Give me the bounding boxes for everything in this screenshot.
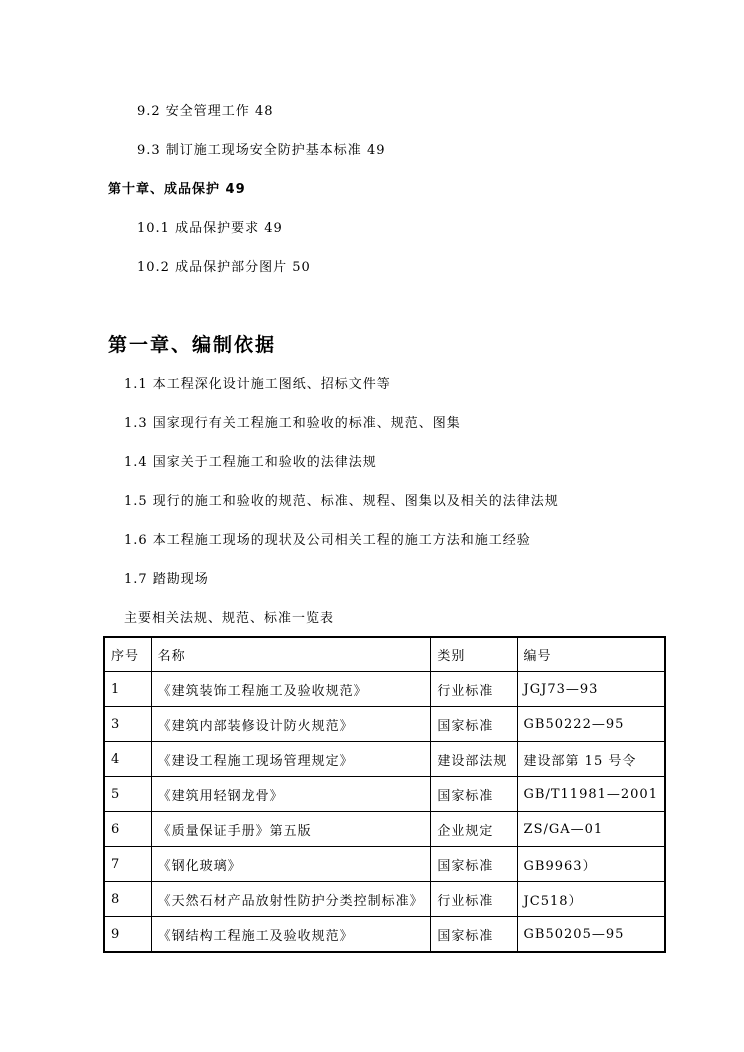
cell-name: 《质量保证手册》第五版 bbox=[151, 812, 431, 847]
regulations-table bbox=[103, 636, 666, 953]
cell-no: 4 bbox=[104, 742, 151, 777]
cell-code: ZS/GA—01 bbox=[517, 812, 665, 847]
cell-type: 国家标准 bbox=[431, 777, 517, 812]
header-name: 名称 bbox=[151, 637, 431, 672]
table-caption: 主要相关法规、规范、标准一览表 bbox=[124, 611, 335, 626]
cell-no: 9 bbox=[104, 917, 151, 953]
toc-chapter-10: 第十章、成品保护 49 bbox=[108, 182, 246, 197]
toc-item-9-2: 9.2 安全管理工作 48 bbox=[137, 104, 274, 119]
basis-item-1-3: 1.3 国家现行有关工程施工和验收的标准、规范、图集 bbox=[124, 416, 461, 431]
header-no: 序号 bbox=[104, 637, 151, 672]
cell-no: 5 bbox=[104, 777, 151, 812]
cell-name: 《钢结构工程施工及验收规范》 bbox=[151, 917, 431, 953]
basis-item-1-7: 1.7 踏勘现场 bbox=[124, 572, 209, 587]
toc-item-9-3: 9.3 制订施工现场安全防护基本标准 49 bbox=[137, 143, 386, 158]
cell-name: 《建设工程施工现场管理规定》 bbox=[151, 742, 431, 777]
toc-item-10-1: 10.1 成品保护要求 49 bbox=[137, 221, 283, 236]
cell-code: GB9963） bbox=[517, 847, 665, 882]
table-row bbox=[104, 847, 665, 882]
cell-code: 建设部第 15 号令 bbox=[517, 742, 665, 777]
header-code: 编号 bbox=[517, 637, 665, 672]
cell-no: 8 bbox=[104, 882, 151, 917]
table-row bbox=[104, 917, 665, 953]
cell-code: GB50205—95 bbox=[517, 917, 665, 953]
basis-item-1-6: 1.6 本工程施工现场的现状及公司相关工程的施工方法和施工经验 bbox=[124, 533, 531, 548]
cell-name: 《天然石材产品放射性防护分类控制标准》 bbox=[151, 882, 431, 917]
toc-item-10-2: 10.2 成品保护部分图片 50 bbox=[137, 260, 311, 275]
cell-code: JC518） bbox=[517, 882, 665, 917]
cell-type: 国家标准 bbox=[431, 847, 517, 882]
cell-name: 《建筑装饰工程施工及验收规范》 bbox=[151, 672, 431, 707]
cell-type: 企业规定 bbox=[431, 812, 517, 847]
table-row bbox=[104, 777, 665, 812]
table-row bbox=[104, 742, 665, 777]
table-row bbox=[104, 882, 665, 917]
basis-item-1-5: 1.5 现行的施工和验收的规范、标准、规程、图集以及相关的法律法规 bbox=[124, 494, 559, 509]
cell-no: 7 bbox=[104, 847, 151, 882]
table-row bbox=[104, 707, 665, 742]
table-row bbox=[104, 672, 665, 707]
table-header-row bbox=[104, 637, 665, 672]
cell-type: 行业标准 bbox=[431, 672, 517, 707]
cell-code: JGJ73—93 bbox=[517, 672, 665, 707]
cell-no: 1 bbox=[104, 672, 151, 707]
cell-type: 国家标准 bbox=[431, 707, 517, 742]
header-type: 类别 bbox=[431, 637, 517, 672]
basis-item-1-4: 1.4 国家关于工程施工和验收的法律法规 bbox=[124, 455, 377, 470]
cell-no: 6 bbox=[104, 812, 151, 847]
table-row bbox=[104, 812, 665, 847]
cell-name: 《建筑用轻钢龙骨》 bbox=[151, 777, 431, 812]
cell-type: 行业标准 bbox=[431, 882, 517, 917]
cell-type: 建设部法规 bbox=[431, 742, 517, 777]
cell-name: 《钢化玻璃》 bbox=[151, 847, 431, 882]
cell-no: 3 bbox=[104, 707, 151, 742]
chapter-1-title: 第一章、编制依据 bbox=[108, 334, 277, 356]
basis-item-1-1: 1.1 本工程深化设计施工图纸、招标文件等 bbox=[124, 377, 391, 392]
cell-name: 《建筑内部装修设计防火规范》 bbox=[151, 707, 431, 742]
cell-code: GB50222—95 bbox=[517, 707, 665, 742]
cell-code: GB/T11981—2001 bbox=[517, 777, 665, 812]
cell-type: 国家标准 bbox=[431, 917, 517, 953]
